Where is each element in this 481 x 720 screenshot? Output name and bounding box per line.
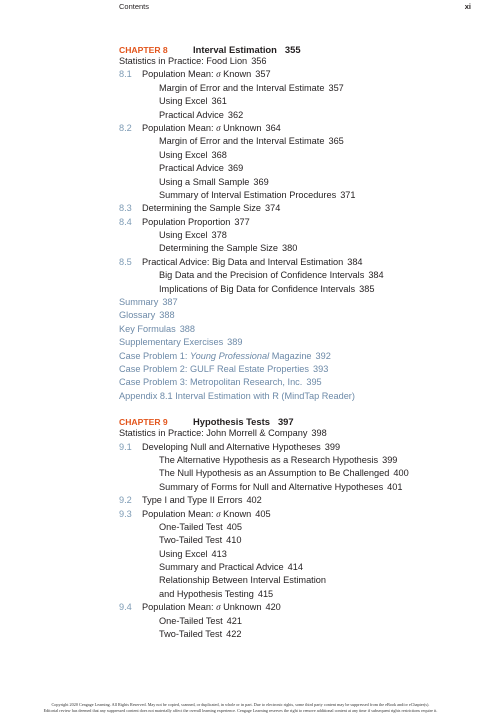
running-head — [0, 2, 481, 14]
page-number: xi — [464, 2, 471, 11]
toc-entry[interactable] — [119, 467, 479, 480]
entry-page: 357 — [328, 82, 344, 93]
entry-title: Glossary — [119, 310, 156, 321]
entry-title: Determining the Sample Size — [142, 203, 261, 214]
entry-title: Two-Tailed Test — [159, 629, 223, 640]
toc-entry[interactable] — [119, 309, 479, 322]
running-head-title: Contents — [119, 2, 150, 11]
section-number: 8.3 — [119, 203, 132, 214]
copyright-footer — [0, 702, 481, 713]
entry-title: Using a Small Sample — [159, 176, 250, 187]
entry-title: Case Problem 1: Young Professional Magazine — [119, 350, 312, 361]
section-number: 9.1 — [119, 441, 132, 452]
toc-entry[interactable] — [119, 55, 479, 68]
entry-page: 415 — [257, 588, 274, 599]
entry-title: Population Mean: σ Known — [142, 508, 252, 519]
entry-page: 410 — [226, 535, 242, 546]
toc-entry[interactable] — [119, 296, 479, 309]
entry-title: The Null Hypothesis as an Assumption to Be Challenged — [159, 468, 390, 479]
toc-entry[interactable] — [119, 534, 479, 547]
entry-page: 387 — [162, 297, 178, 308]
toc-entry[interactable] — [119, 508, 479, 521]
toc-entry[interactable] — [119, 548, 479, 561]
toc-entry[interactable] — [119, 601, 479, 614]
entry-title: Practical Advice — [159, 163, 224, 174]
toc-entry[interactable] — [119, 454, 479, 467]
entry-page: 364 — [265, 122, 281, 133]
entry-title: Margin of Error and the Interval Estimate — [159, 82, 325, 93]
section-number: 9.2 — [119, 495, 132, 506]
toc-entry[interactable] — [119, 135, 479, 148]
entry-page: 362 — [227, 109, 244, 120]
toc-entry[interactable] — [119, 561, 479, 574]
entry-title: Appendix 8.1 Interval Estimation with R (MindTap Reader) — [119, 390, 355, 401]
toc-entry[interactable] — [119, 95, 479, 108]
chapter-heading[interactable] — [119, 412, 479, 426]
entry-title: Population Mean: σ Unknown — [142, 122, 262, 133]
section-number: 9.4 — [119, 602, 132, 613]
entry-page: 377 — [234, 216, 250, 227]
table-of-contents — [119, 40, 479, 641]
toc-entry[interactable] — [119, 390, 479, 403]
toc-entry[interactable] — [119, 68, 479, 81]
entry-page: 401 — [387, 481, 403, 492]
copyright-line-2: Editorial review has deemed that any suppressed content does not materially affect the overall learning experience. Cengage Learning reserves the right to remove additional content at any time if subsequent rights restrictions require it. — [43, 707, 438, 713]
chapter-label: CHAPTER 9 — [119, 417, 168, 428]
entry-title: Population Proportion — [142, 216, 231, 227]
entry-title: Determining the Sample Size — [159, 243, 278, 254]
entry-page: 392 — [315, 350, 331, 361]
entry-title: Summary and Practical Advice — [159, 562, 284, 573]
entry-title: Summary — [119, 297, 159, 308]
entry-title: The Alternative Hypothesis as a Research Hypothesis — [159, 454, 379, 465]
toc-entry[interactable] — [119, 109, 479, 122]
toc-entry[interactable] — [119, 176, 479, 189]
chapter-page: 355 — [284, 44, 301, 55]
entry-title: Type I and Type II Errors — [142, 495, 243, 506]
entry-page: 389 — [227, 337, 243, 348]
toc-entry[interactable] — [119, 216, 479, 229]
entry-page: 388 — [179, 323, 196, 334]
toc-entry[interactable] — [119, 350, 479, 363]
entry-page: 380 — [282, 243, 298, 254]
entry-title: Summary of Forms for Null and Alternative Hypotheses — [159, 481, 384, 492]
entry-page: 414 — [287, 562, 303, 573]
chapter-page: 397 — [277, 416, 294, 428]
toc-entry[interactable] — [119, 283, 479, 296]
entry-page: 400 — [393, 468, 409, 479]
entry-title: Case Problem 3: Metropolitan Research, Inc. — [119, 377, 303, 388]
entry-page: 420 — [265, 602, 281, 613]
chapter-heading[interactable] — [119, 40, 479, 54]
entry-page: 388 — [159, 310, 175, 321]
copyright-line-1: Copyright 2020 Cengage Learning. All Rights Reserved. May not be copied, scanned, or duplicated, in whole or in part. Due to electronic rights, some third party content may be suppressed from the eBook and/or eChapter(s). — [51, 702, 430, 707]
toc-entry[interactable] — [119, 615, 479, 628]
entry-title: Supplementary Exercises — [119, 337, 224, 348]
entry-title: One-Tailed Test — [159, 521, 223, 532]
toc-entry[interactable] — [119, 376, 479, 389]
entry-title: Statistics in Practice: John Morrell & Company — [119, 428, 308, 439]
entry-title: Developing Null and Alternative Hypotheses — [142, 441, 321, 452]
entry-page: 371 — [340, 189, 356, 200]
entry-title: Key Formulas — [119, 323, 176, 334]
entry-page: 393 — [312, 363, 329, 374]
entry-title: Margin of Error and the Interval Estimate — [159, 136, 325, 147]
entry-page: 422 — [226, 629, 242, 640]
toc-entry[interactable] — [119, 574, 479, 587]
entry-title: Using Excel — [159, 548, 208, 559]
toc-entry[interactable] — [119, 494, 479, 507]
entry-title: Two-Tailed Test — [159, 535, 223, 546]
entry-title: Practical Advice: Big Data and Interval Estimation — [142, 256, 344, 267]
entry-page: 369 — [253, 176, 269, 187]
entry-page: 361 — [211, 96, 227, 107]
section-number: 8.1 — [119, 69, 132, 80]
entry-title: Big Data and the Precision of Confidence Intervals — [159, 270, 365, 281]
entry-title: Using Excel — [159, 230, 208, 241]
entry-page: 421 — [226, 615, 243, 626]
chapter-label: CHAPTER 8 — [119, 45, 168, 55]
toc-entry[interactable] — [119, 481, 479, 494]
entry-title: Population Mean: σ Known — [142, 69, 252, 80]
section-number: 8.4 — [119, 216, 132, 227]
entry-page: 369 — [227, 163, 244, 174]
entry-page: 378 — [211, 230, 227, 241]
entry-title: Using Excel — [159, 149, 208, 160]
section-number: 8.5 — [119, 256, 132, 267]
entry-page: 368 — [211, 149, 227, 160]
entry-page: 402 — [246, 495, 262, 506]
toc-entry[interactable] — [119, 521, 479, 534]
chapter-gap — [119, 403, 479, 412]
entry-page: 399 — [324, 441, 341, 452]
toc-entry[interactable] — [119, 269, 479, 282]
entry-page: 405 — [226, 521, 243, 532]
entry-page: 384 — [347, 256, 363, 267]
toc-entry[interactable] — [119, 162, 479, 175]
entry-page: 374 — [265, 203, 281, 214]
entry-page: 365 — [328, 136, 344, 147]
toc-entry[interactable] — [119, 189, 479, 202]
toc-entry[interactable] — [119, 242, 479, 255]
entry-page: 385 — [359, 283, 375, 294]
toc-entry[interactable] — [119, 363, 479, 376]
toc-entry[interactable] — [119, 149, 479, 162]
entry-title: Statistics in Practice: Food Lion — [119, 56, 248, 66]
toc-entry[interactable] — [119, 441, 479, 454]
entry-title: Population Mean: σ Unknown — [142, 602, 262, 613]
entry-page: 357 — [255, 69, 271, 80]
entry-page: 356 — [251, 56, 267, 66]
entry-page: 398 — [311, 428, 327, 439]
toc-entry[interactable] — [119, 256, 479, 269]
toc-entry[interactable] — [119, 628, 479, 641]
chapter-title: Interval Estimation — [193, 44, 277, 55]
entry-title: Summary of Interval Estimation Procedures — [159, 189, 337, 200]
toc-entry[interactable] — [119, 229, 479, 242]
entry-page: 405 — [255, 508, 271, 519]
toc-entry[interactable] — [119, 82, 479, 95]
entry-title: Using Excel — [159, 96, 208, 107]
toc-entry[interactable] — [119, 323, 479, 336]
entry-title: Relationship Between Interval Estimation — [159, 575, 326, 586]
entry-title: and Hypothesis Testing — [159, 588, 254, 599]
entry-title: Case Problem 2: GULF Real Estate Properties — [119, 363, 309, 374]
entry-title: Practical Advice — [159, 109, 224, 120]
section-number: 8.2 — [119, 122, 132, 133]
toc-entry[interactable] — [119, 588, 479, 601]
entry-page: 413 — [211, 548, 227, 559]
entry-title: One-Tailed Test — [159, 615, 223, 626]
toc-entry[interactable] — [119, 202, 479, 215]
toc-entry[interactable] — [119, 122, 479, 135]
chapter-title: Hypothesis Tests — [193, 416, 270, 428]
entry-page: 399 — [382, 454, 398, 465]
entry-page: 384 — [368, 270, 384, 281]
toc-entry[interactable] — [119, 427, 479, 440]
toc-entry[interactable] — [119, 336, 479, 349]
entry-page: 395 — [306, 377, 322, 388]
entry-title: Implications of Big Data for Confidence Intervals — [159, 283, 356, 294]
section-number: 9.3 — [119, 508, 132, 519]
